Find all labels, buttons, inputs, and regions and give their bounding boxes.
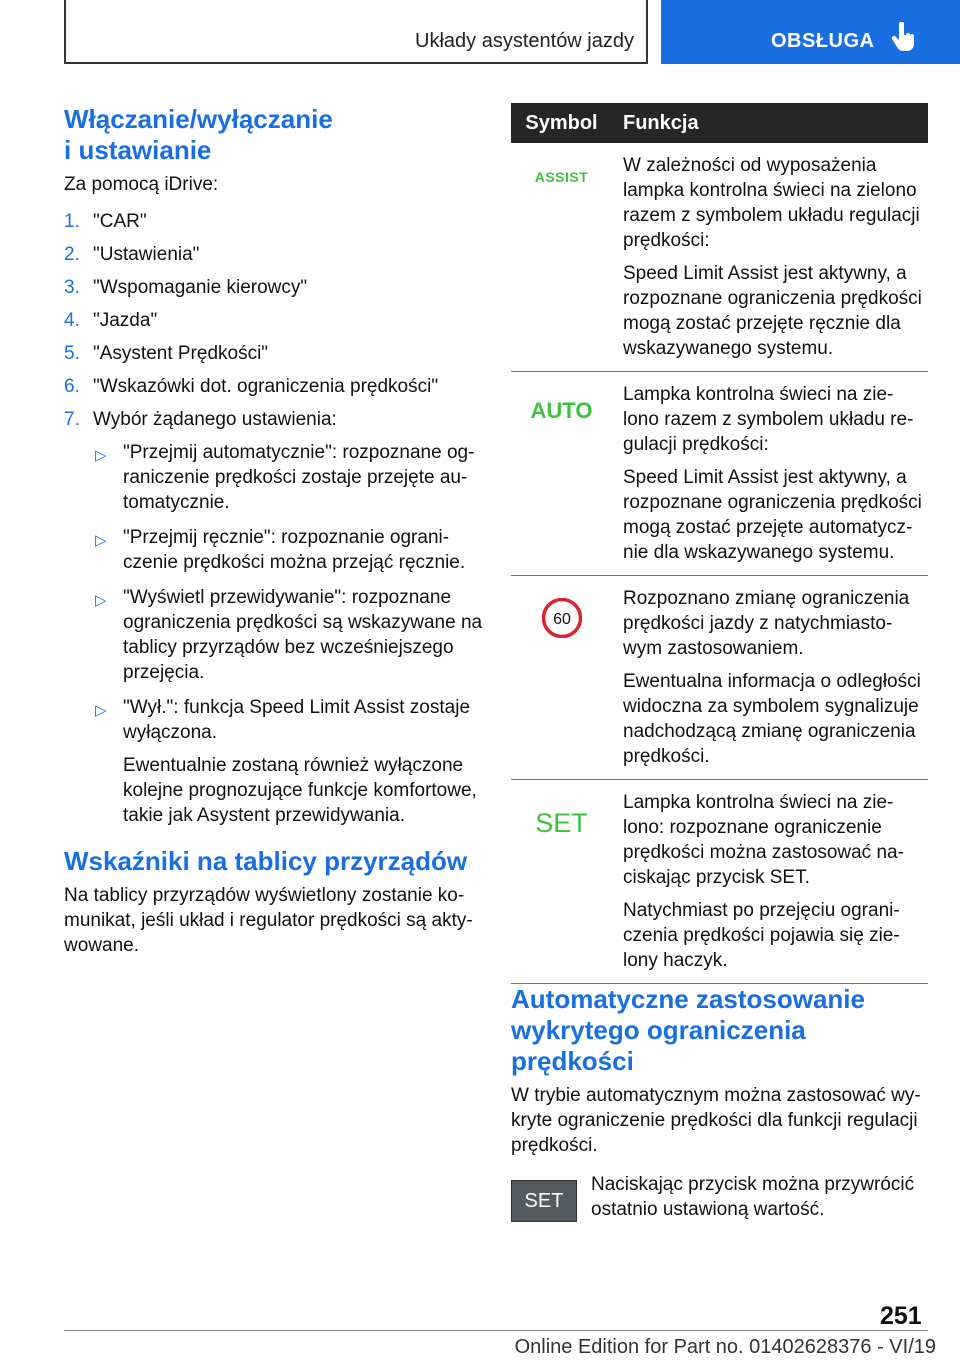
- heading-instrument-cluster: Wskaźniki na tablicy przyrządów: [64, 846, 468, 876]
- list-item: 4. "Jazda": [64, 310, 158, 331]
- row-description: Ewentualna informacja o odległości widoczna za symbolem sygnalizuje nadchodzącą zmianę ograniczenia prędkości.: [623, 671, 921, 767]
- list-item: 1. "CAR": [64, 211, 147, 232]
- option-item: ▷ "Przejmij automatycznie": rozpoznane og-raniczenie prędkości zostaje przejęte au-tomatycznie.: [95, 442, 475, 513]
- instrument-cluster-text: Na tablicy przyrządów wyświetlony zostanie ko-munikat, jeśli układ i regulator prędkości są akty-wowane.: [64, 885, 473, 956]
- table-row: [511, 372, 928, 576]
- column-function: Funkcja: [623, 111, 699, 134]
- list-item: 2. "Ustawienia": [64, 244, 200, 265]
- list-item: 6. "Wskazówki dot. ograniczenia prędkości": [64, 376, 439, 397]
- speed-limit-sign-icon: [542, 598, 582, 638]
- table-header: [511, 103, 928, 143]
- row-description: Rozpoznano zmianę ograniczenia prędkości jazdy z natychmiasto-wym zastosowaniem.: [623, 588, 910, 659]
- section-title: OBSŁUGA: [771, 30, 875, 52]
- right-column: [511, 103, 928, 1222]
- column-symbol: Symbol: [525, 111, 598, 134]
- triangle-bullet-icon: ▷: [95, 447, 107, 464]
- speed-limit-value: 60: [552, 611, 571, 628]
- row-description: Lampka kontrolna świeci na zie-lono: rozpoznane ograniczenie prędkości można zastosować na-ciskając przycisk SET.: [623, 792, 904, 888]
- set-button-icon: SET: [511, 1180, 577, 1222]
- row-description: Speed Limit Assist jest aktywny, a rozpoznane ograniczenia prędkości mogą zostać przejęte ręcznie dla wskazywanego systemu.: [623, 263, 922, 359]
- option-item: ▷ "Wyświetl przewidywanie": rozpoznane ograniczenia prędkości są wskazywane na tablicy przyrządów bez wcześniejszego przejęcia.: [95, 587, 483, 683]
- table-row: [511, 780, 928, 984]
- table-row: [511, 576, 928, 780]
- row-description: W zależności od wyposażenia lampka kontrolna świeci na zielono razem z symbolem układu regulacji prędkości:: [623, 155, 920, 251]
- auto-indicator-icon: AUTO: [530, 398, 593, 423]
- row-description: Lampka kontrolna świeci na zie-lono razem z symbolem układu re-gulacji prędkości:: [623, 384, 914, 455]
- assist-indicator-icon: ASSIST: [534, 169, 589, 185]
- triangle-bullet-icon: ▷: [95, 592, 107, 609]
- triangle-bullet-icon: ▷: [95, 532, 107, 549]
- page-number: 251: [880, 1302, 922, 1330]
- footer-divider: [64, 1330, 928, 1331]
- steps-list: [64, 209, 484, 828]
- row-description: Natychmiast po przejęciu ograni-czenia prędkości pojawia się zie-lony haczyk.: [623, 900, 900, 971]
- triangle-bullet-icon: ▷: [95, 702, 107, 719]
- option-item: ▷ "Wył.": funkcja Speed Limit Assist zostaje wyłączona. Ewentualnie zostaną również wyłączone kolejne prognozujące funkcje komfortowe, takie jak Asystent przewidywania.: [93, 695, 484, 828]
- pointing-hand-icon: [891, 22, 917, 57]
- header-chapter-box: [64, 0, 648, 64]
- set-indicator-icon: SET: [535, 808, 588, 838]
- left-column: [64, 104, 484, 958]
- set-button-text: Naciskając przycisk można przywrócić ostatnio ustawioną wartość.: [591, 1174, 915, 1220]
- table-row: [511, 143, 928, 372]
- auto-apply-text: W trybie automatycznym można zastosować wy-kryte ograniczenie prędkości dla funkcji regulacji prędkości.: [511, 1085, 921, 1156]
- header-section-tab: [661, 0, 960, 64]
- heading-on-off: Włączanie/wyłączanie i ustawianie: [64, 104, 333, 165]
- chapter-title: Układy asystentów jazdy: [415, 30, 634, 52]
- option-note: Ewentualnie zostaną również wyłączone kolejne prognozujące funkcje komfortowe, takie jak Asystent przewidywania.: [123, 755, 477, 826]
- list-item: 5. "Asystent Prędkości": [64, 343, 269, 364]
- set-button-row: [511, 1172, 928, 1222]
- list-item: 3. "Wspomaganie kierowcy": [64, 277, 308, 298]
- row-description: Speed Limit Assist jest aktywny, a rozpoznane ograniczenia prędkości mogą zostać przejęte automatycz-nie dla wskazywanego systemu.: [623, 467, 922, 563]
- list-item: 7. Wybór żądanego ustawienia: ▷ "Przejmij automatycznie": rozpoznane og-raniczenie prędkości zostaje przejęte au-tomatycznie. ▷ "Przejmij ręcznie": rozpoznanie ograni-czenie prędkości można przejąć ręcznie. ▷ "Wyświetl przewidywanie": rozpoznane ograniczenia prędkości są wskazywane na tablicy przyrządów bez wcześniejszego przejęcia. ▷ "Wył.": funkcja Speed Limit Assist zostaje wyłączona. Ewentualnie zostaną również wyłączone kolejne prognozujące funkcje komfortowe, takie jak Asystent przewidywania.: [64, 409, 483, 826]
- options-list: [93, 440, 484, 828]
- footer-edition: Online Edition for Part no. 01402628376 - VI/19: [514, 1336, 936, 1358]
- heading-auto-apply: Automatyczne zastosowanie wykrytego ograniczenia prędkości: [511, 984, 865, 1076]
- option-item: ▷ "Przejmij ręcznie": rozpoznanie ograni-czenie prędkości można przejąć ręcznie.: [95, 527, 466, 573]
- idrive-intro: Za pomocą iDrive:: [64, 174, 219, 195]
